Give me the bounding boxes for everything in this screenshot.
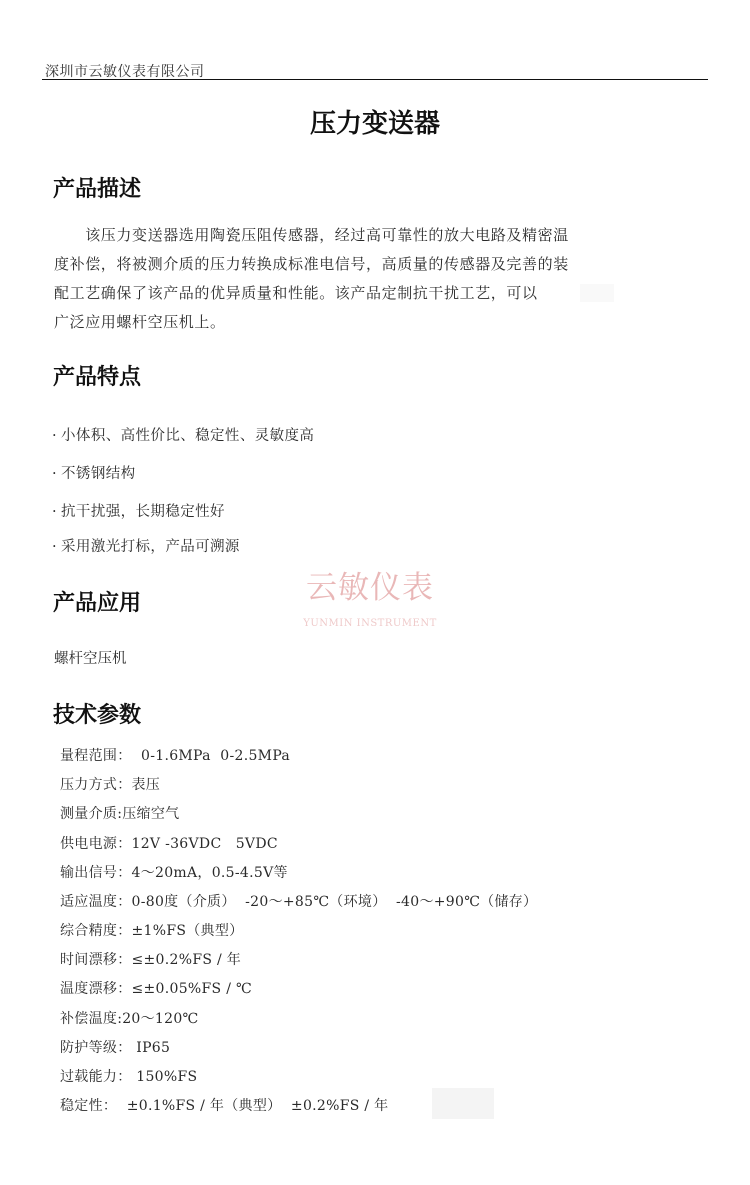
spec-row: 稳定性： ±0.1%FS / 年（典型） ±0.2%FS / 年 (60, 1098, 389, 1114)
spec-row: 测量介质:压缩空气 (60, 806, 180, 822)
spec-row: 输出信号：4～20mA，0.5-4.5V等 (60, 865, 288, 881)
description-heading: 产品描述 (53, 177, 142, 202)
feature-text: 不锈钢结构 (61, 466, 136, 482)
feature-item (52, 462, 136, 483)
description-line: 该压力变送器选用陶瓷压阻传感器，经过高可靠性的放大电路及精密温 (54, 226, 569, 244)
feature-text: 采用激光打标，产品可溯源 (61, 539, 240, 555)
spec-row: 适应温度：0-80度（介质） -20～+85℃（环境） -40～+90℃（储存） (60, 894, 538, 910)
application-heading: 产品应用 (53, 591, 142, 616)
feature-item (52, 500, 225, 521)
spec-row: 供电电源：12V -36VDC 5VDC (60, 836, 278, 852)
features-heading: 产品特点 (53, 365, 142, 390)
bullet: · (52, 539, 58, 555)
spec-row: 压力方式：表压 (60, 777, 161, 793)
blank-patch (580, 284, 614, 302)
watermark-cn: 云敏仪表 (306, 570, 434, 606)
description-line: 广泛应用螺杆空压机上。 (54, 313, 226, 331)
watermark (295, 568, 445, 629)
spec-row: 防护等级： IP65 (60, 1040, 171, 1056)
header-divider (42, 79, 708, 80)
bullet: · (52, 466, 58, 482)
spec-row: 综合精度：±1%FS（典型） (60, 923, 244, 939)
watermark-en: YUNMIN INSTRUMENT (303, 618, 437, 629)
page-title: 压力变送器 (309, 109, 440, 139)
spec-row: 量程范围： 0-1.6MPa 0-2.5MPa (60, 748, 291, 764)
description-line: 度补偿，将被测介质的压力转换成标准电信号，高质量的传感器及完善的装 (54, 255, 569, 273)
spec-row: 补偿温度:20～120℃ (60, 1011, 199, 1027)
bullet: · (52, 504, 58, 520)
description-line: 配工艺确保了该产品的优异质量和性能。该产品定制抗干扰工艺，可以 (54, 284, 538, 302)
feature-item (52, 535, 240, 556)
company-name: 深圳市云敏仪表有限公司 (45, 64, 205, 80)
spec-row: 过载能力： 150%FS (60, 1069, 198, 1085)
specs-heading: 技术参数 (53, 703, 142, 728)
application-text: 螺杆空压机 (54, 651, 127, 667)
spec-row: 时间漂移：≤±0.2%FS / 年 (60, 952, 242, 968)
feature-text: 抗干扰强，长期稳定性好 (61, 504, 225, 520)
feature-text: 小体积、高性价比、稳定性、灵敏度高 (61, 428, 315, 444)
blank-patch (432, 1088, 494, 1119)
bullet: · (52, 428, 58, 444)
feature-item (52, 424, 314, 445)
spec-row: 温度漂移：≤±0.05%FS / ℃ (60, 981, 252, 997)
